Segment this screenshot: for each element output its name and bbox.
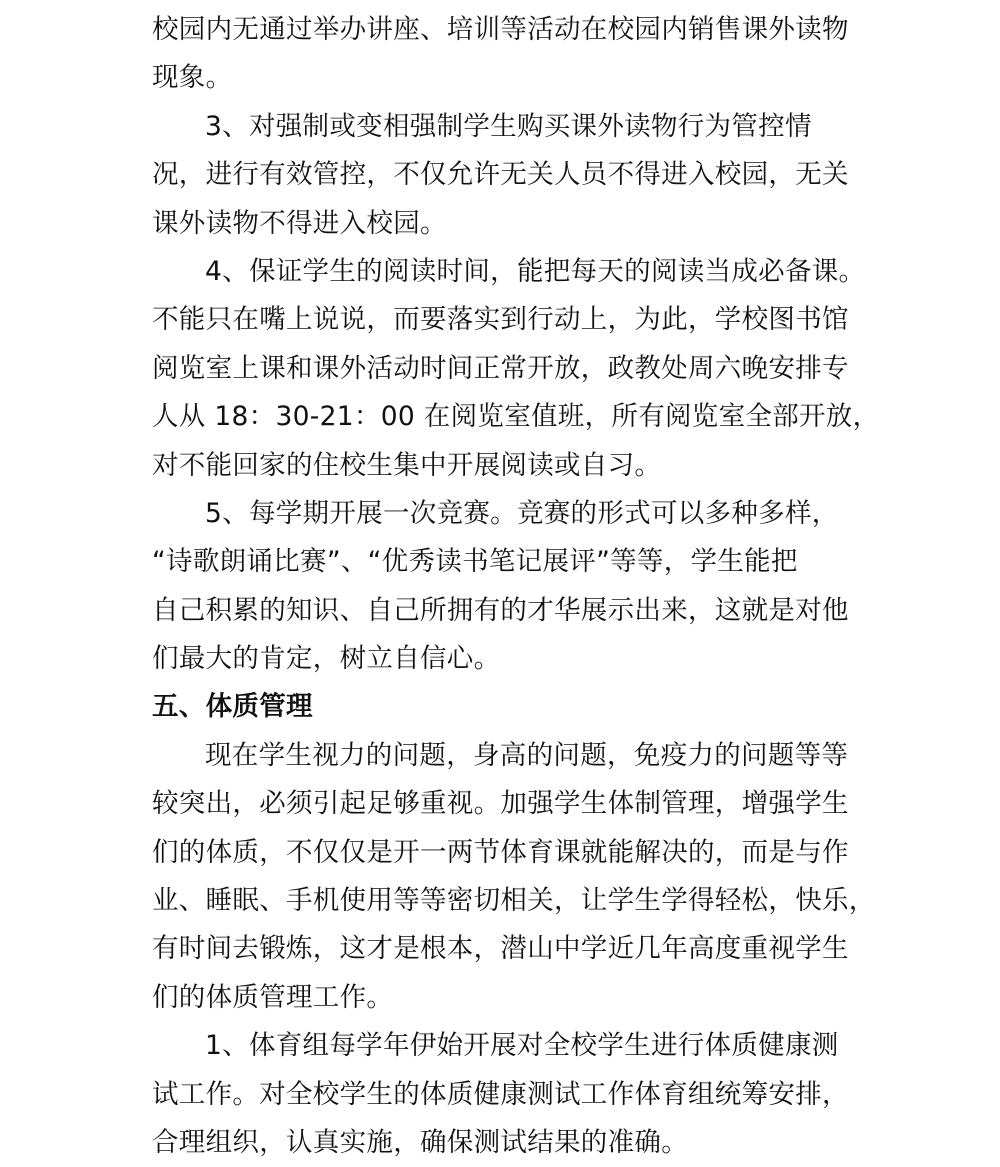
text-line: 们的体质，不仅仅是开一两节体育课就能解决的，而是与作 (152, 836, 849, 868)
text-line-indented: 5、每学期开展一次竞赛。竞赛的形式可以多种多样， (205, 497, 839, 529)
section-heading: 五、体质管理 (152, 691, 313, 723)
text-line: 试工作。对全校学生的体质健康测试工作体育组统筹安排， (152, 1078, 849, 1110)
text-line: 课外读物不得进入校园。 (152, 207, 447, 239)
text-line: 业、睡眠、手机使用等等密切相关，让学生学得轻松，快乐， (152, 885, 876, 917)
text-line: 们的体质管理工作。 (152, 981, 394, 1013)
text-line-indented: 4、保证学生的阅读时间，能把每天的阅读当成必备课。 (205, 255, 866, 287)
text-line: 人从 18：30-21：00 在阅览室值班，所有阅览室全部开放， (152, 401, 880, 433)
text-line: 自己积累的知识、自己所拥有的才华展示出来，这就是对他 (152, 594, 849, 626)
text-line: 合理组织，认真实施，确保测试结果的准确。 (152, 1126, 688, 1158)
text-line-indented: 3、对强制或变相强制学生购买课外读物行为管控情 (205, 110, 812, 142)
document-page (152, 6, 880, 1167)
text-line: 较突出，必须引起足够重视。加强学生体制管理，增强学生 (152, 788, 849, 820)
text-line: 况，进行有效管控，不仅允许无关人员不得进入校园，无关 (152, 159, 849, 191)
text-line-indented: 1、体育组每学年伊始开展对全校学生进行体质健康测 (205, 1030, 839, 1062)
text-line: 有时间去锻炼，这才是根本，潜山中学近几年高度重视学生 (152, 933, 849, 965)
text-line: 对不能回家的住校生集中开展阅读或自习。 (152, 449, 662, 481)
text-line: 不能只在嘴上说说，而要落实到行动上，为此，学校图书馆 (152, 304, 849, 336)
text-line: 现象。 (152, 62, 233, 94)
text-line-indented: 现在学生视力的问题，身高的问题，免疫力的问题等等 (205, 739, 849, 771)
text-line: 校园内无通过举办讲座、培训等活动在校园内销售课外读物 (152, 14, 849, 45)
text-line: 阅览室上课和课外活动时间正常开放，政教处周六晚安排专 (152, 352, 849, 384)
text-line: 们最大的肯定，树立自信心。 (152, 643, 501, 675)
text-line: “诗歌朗诵比赛”、“优秀读书笔记展评”等等，学生能把 (152, 546, 798, 578)
